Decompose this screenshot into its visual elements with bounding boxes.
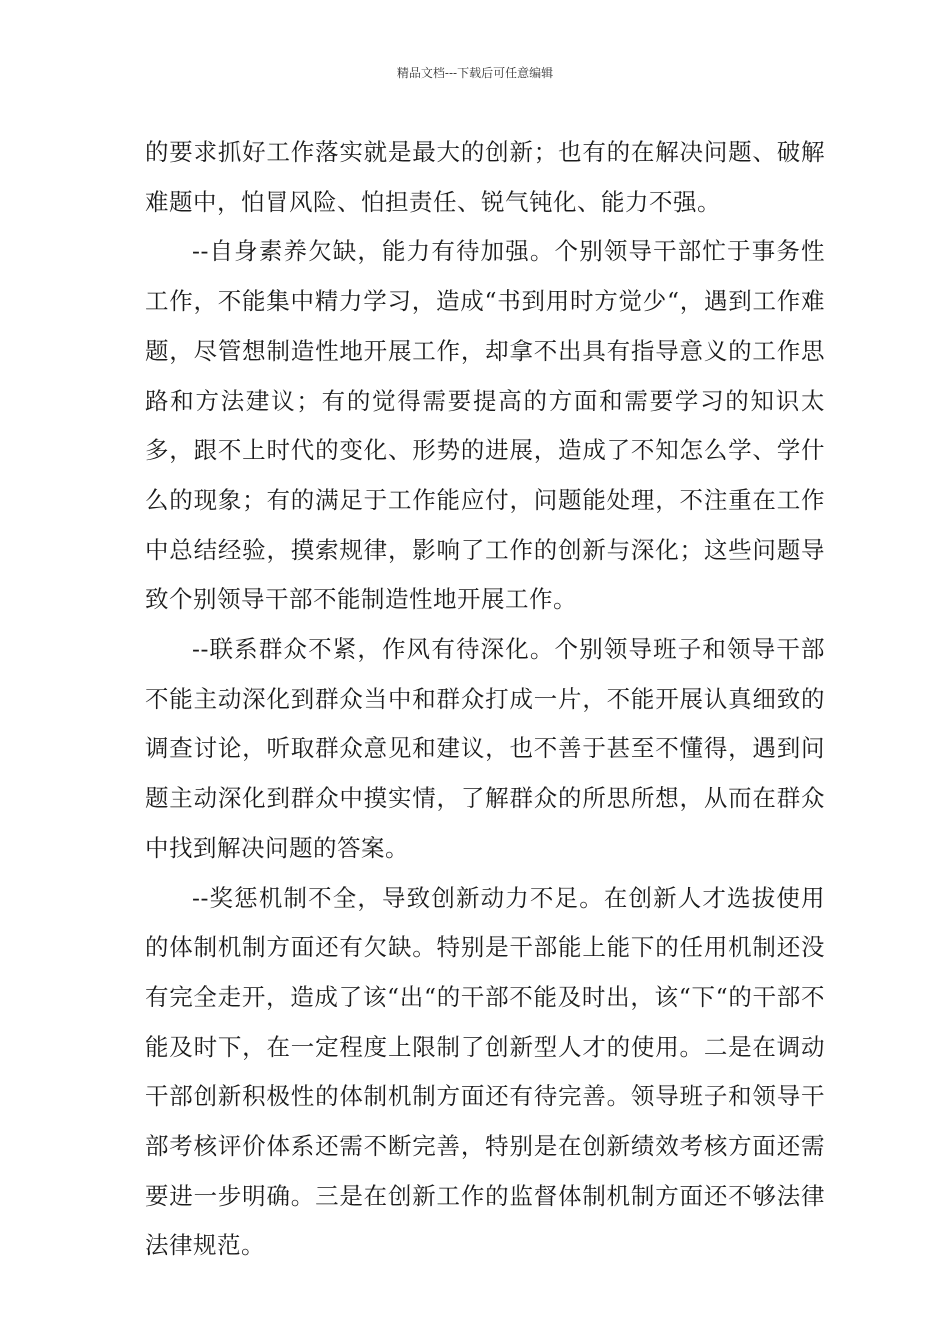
paragraph-self-cultivation: --自身素养欠缺，能力有待加强。个别领导干部忙于事务性工作，不能集中精力学习，造成“书到用时方觉少“，遇到工作难题，尽管想制造性地开展工作，却拿不出具有指导意义的工作思路和方法建议；有的觉得需要提高的方面和需要学习的知识太多，跟不上时代的变化、形势的进展，造成了不知怎么学、学什么的现象；有的满足于工作能应付，问题能处理，不注重在工作中总结经验，摸索规律，影响了工作的创新与深化；这些问题导致个别领导干部不能制造性地开展工作。: [145, 237, 825, 614]
page-header: 精品文档---下载后可任意编辑: [396, 66, 554, 80]
document-body: [145, 128, 825, 1271]
paragraph-contact-masses: --联系群众不紧，作风有待深化。个别领导班子和领导干部不能主动深化到群众当中和群众打成一片，不能开展认真细致的调查讨论，听取群众意见和建议，也不善于甚至不懂得，遇到问题主动深化到群众中摸实情，了解群众的所思所想，从而在群众中找到解决问题的答案。: [145, 635, 825, 862]
paragraph-continuation: 的要求抓好工作落实就是最大的创新；也有的在解决问题、破解难题中，怕冒风险、怕担责任、锐气钝化、能力不强。: [145, 138, 825, 216]
paragraph-reward-punishment: --奖惩机制不全，导致创新动力不足。在创新人才选拔使用的体制机制方面还有欠缺。特别是干部能上能下的任用机制还没有完全走开，造成了该“出“的干部不能及时出，该“下“的干部不能及时下，在一定程度上限制了创新型人才的使用。二是在调动干部创新积极性的体制机制方面还有待完善。领导班子和领导干部考核评价体系还需不断完善，特别是在创新绩效考核方面还需要进一步明确。三是在创新工作的监督体制机制方面还不够法律法律规范。: [145, 883, 825, 1260]
